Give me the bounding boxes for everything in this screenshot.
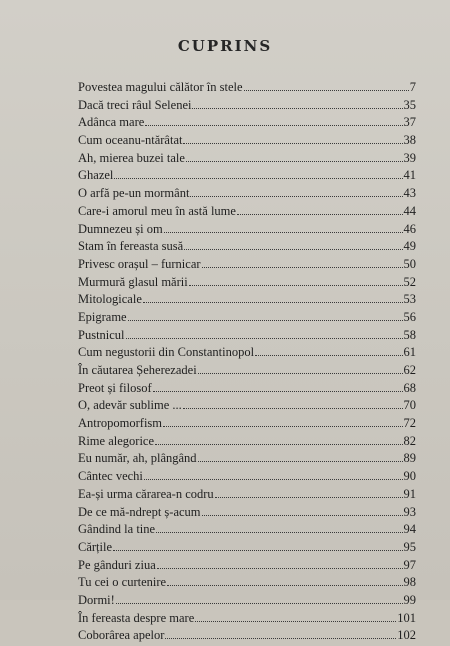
- toc-entry-page: 101: [397, 610, 416, 625]
- toc-entry-title: Dormi!: [78, 592, 115, 607]
- dot-leader: [189, 285, 403, 286]
- toc-entry: [78, 398, 416, 416]
- toc-entry: [78, 469, 416, 487]
- dot-leader: [126, 338, 403, 339]
- dot-leader: [237, 214, 403, 215]
- toc-entry-title: Adânca mare: [78, 115, 145, 130]
- toc-entry-page: 93: [403, 504, 416, 519]
- toc-entry-page: 91: [403, 486, 416, 501]
- toc-entry-page: 82: [403, 433, 416, 448]
- dot-leader: [157, 568, 403, 569]
- toc-entry: [78, 381, 416, 399]
- toc-entry: [78, 416, 416, 434]
- dot-leader: [215, 497, 403, 498]
- toc-entry-title: În fereasta despre mare: [78, 610, 195, 625]
- dot-leader: [164, 232, 403, 233]
- toc-entry: [78, 593, 416, 611]
- toc-entry-page: 50: [403, 256, 416, 271]
- toc-entry: [78, 611, 416, 629]
- toc-entry-title: Pe gânduri ziua: [78, 557, 156, 572]
- toc-entry-page: 95: [403, 539, 416, 554]
- dot-leader: [198, 373, 403, 374]
- toc-entry-page: 89: [403, 451, 416, 466]
- toc-entry-title: Cum negustorii din Constantinopol: [78, 345, 255, 360]
- toc-entry: [78, 575, 416, 593]
- toc-entry-title: De ce mă-ndrept ș-acum: [78, 504, 201, 519]
- toc-entry: [78, 239, 416, 257]
- toc-entry-page: 41: [403, 168, 416, 183]
- dot-leader: [116, 603, 403, 604]
- toc-entry-title: Mitologicale: [78, 292, 142, 307]
- toc-entry: [78, 257, 416, 275]
- toc-entry-page: 56: [403, 309, 416, 324]
- toc-entry-title: Pustnicul: [78, 327, 125, 342]
- dot-leader: [186, 161, 403, 162]
- toc-entry-title: Eu număr, ah, plângând: [78, 451, 197, 466]
- toc-entry-title: Preot și filosof: [78, 380, 152, 395]
- toc-entry-title: O, adevăr sublime ...: [78, 398, 182, 413]
- toc-entry-title: Rime alegorice: [78, 433, 155, 448]
- toc-entry-title: Gândind la tine: [78, 522, 156, 537]
- toc-entry-page: 52: [403, 274, 416, 289]
- toc-entry: [78, 80, 416, 98]
- toc-entry-title: Ghazel: [78, 168, 114, 183]
- toc-entry-page: 102: [397, 628, 416, 643]
- toc-entry-page: 49: [403, 239, 416, 254]
- toc-entry: [78, 328, 416, 346]
- dot-leader: [192, 108, 402, 109]
- toc-entry-page: 99: [403, 592, 416, 607]
- toc-entry: [78, 345, 416, 363]
- toc-entry-title: Ea-și urma cărarea-n codru: [78, 486, 214, 501]
- toc-entry-page: 72: [403, 416, 416, 431]
- toc-entry-title: Privesc orașul – furnicar: [78, 256, 201, 271]
- toc-entry: [78, 628, 416, 646]
- toc-entry: [78, 522, 416, 540]
- dot-leader: [153, 391, 403, 392]
- table-of-contents: [78, 80, 416, 646]
- toc-entry-page: 37: [403, 115, 416, 130]
- toc-entry: [78, 204, 416, 222]
- toc-entry: [78, 151, 416, 169]
- toc-entry: [78, 222, 416, 240]
- toc-entry-page: 90: [403, 469, 416, 484]
- dot-leader: [155, 444, 402, 445]
- dot-leader: [190, 196, 402, 197]
- dot-leader: [114, 178, 402, 179]
- toc-entry-title: Cărțile: [78, 539, 113, 554]
- toc-entry: [78, 505, 416, 523]
- dot-leader: [165, 638, 396, 639]
- dot-leader: [202, 267, 403, 268]
- dot-leader: [163, 426, 402, 427]
- toc-entry-page: 61: [403, 345, 416, 360]
- dot-leader: [255, 355, 402, 356]
- toc-entry: [78, 310, 416, 328]
- toc-entry-title: Cântec vechi: [78, 469, 143, 484]
- toc-entry-page: 58: [403, 327, 416, 342]
- toc-entry-page: 62: [403, 363, 416, 377]
- toc-entry-title: În căutarea Șeherezadei: [78, 363, 197, 377]
- toc-entry: [78, 168, 416, 186]
- toc-entry-page: 39: [403, 150, 416, 165]
- toc-entry-title: O arfă pe-un mormânt: [78, 186, 190, 201]
- toc-entry-page: 68: [403, 380, 416, 395]
- toc-entry-page: 46: [403, 221, 416, 236]
- toc-entry-title: Dacă treci râul Selenei: [78, 97, 192, 112]
- toc-entry-title: Povestea magului călător în stele: [78, 80, 243, 94]
- toc-entry: [78, 186, 416, 204]
- toc-entry-title: Tu cei o curtenire: [78, 575, 167, 590]
- toc-entry-page: 53: [403, 292, 416, 307]
- toc-entry-title: Stam în fereasta susă: [78, 239, 184, 254]
- toc-entry-title: Epigrame: [78, 309, 127, 324]
- toc-entry: [78, 363, 416, 381]
- dot-leader: [167, 585, 402, 586]
- toc-entry: [78, 98, 416, 116]
- toc-entry: [78, 115, 416, 133]
- toc-entry-title: Dumnezeu și om: [78, 221, 163, 236]
- toc-entry-page: 35: [403, 97, 416, 112]
- dot-leader: [156, 532, 402, 533]
- dot-leader: [202, 515, 403, 516]
- toc-entry: [78, 292, 416, 310]
- toc-entry-page: 43: [403, 186, 416, 201]
- toc-entry-page: 44: [403, 203, 416, 218]
- toc-entry-page: 38: [403, 133, 416, 148]
- toc-entry: [78, 133, 416, 151]
- toc-entry-page: 97: [403, 557, 416, 572]
- page-title: CUPRINS: [177, 37, 273, 55]
- toc-entry-title: Cum oceanu-ntărâtat: [78, 133, 183, 148]
- toc-entry-title: Murmură glasul mării: [78, 274, 188, 289]
- dot-leader: [244, 90, 409, 91]
- dot-leader: [183, 143, 402, 144]
- dot-leader: [145, 125, 402, 126]
- dot-leader: [184, 249, 402, 250]
- toc-entry: [78, 451, 416, 469]
- toc-entry-page: 94: [403, 522, 416, 537]
- toc-entry-title: Coborârea apelor: [78, 628, 165, 643]
- dot-leader: [183, 408, 403, 409]
- toc-entry-page: 7: [409, 80, 416, 94]
- toc-entry: [78, 275, 416, 293]
- toc-entry-page: 98: [403, 575, 416, 590]
- dot-leader: [198, 461, 403, 462]
- toc-entry: [78, 558, 416, 576]
- toc-entry: [78, 487, 416, 505]
- toc-entry-title: Ah, mierea buzei tale: [78, 150, 185, 165]
- toc-entry: [78, 540, 416, 558]
- dot-leader: [113, 550, 402, 551]
- dot-leader: [195, 621, 396, 622]
- dot-leader: [128, 320, 403, 321]
- dot-leader: [144, 479, 403, 480]
- dot-leader: [143, 302, 403, 303]
- toc-entry: [78, 434, 416, 452]
- toc-entry-page: 70: [403, 398, 416, 413]
- toc-entry-title: Care-i amorul meu în astă lume: [78, 203, 236, 218]
- toc-entry-title: Antropomorfism: [78, 416, 163, 431]
